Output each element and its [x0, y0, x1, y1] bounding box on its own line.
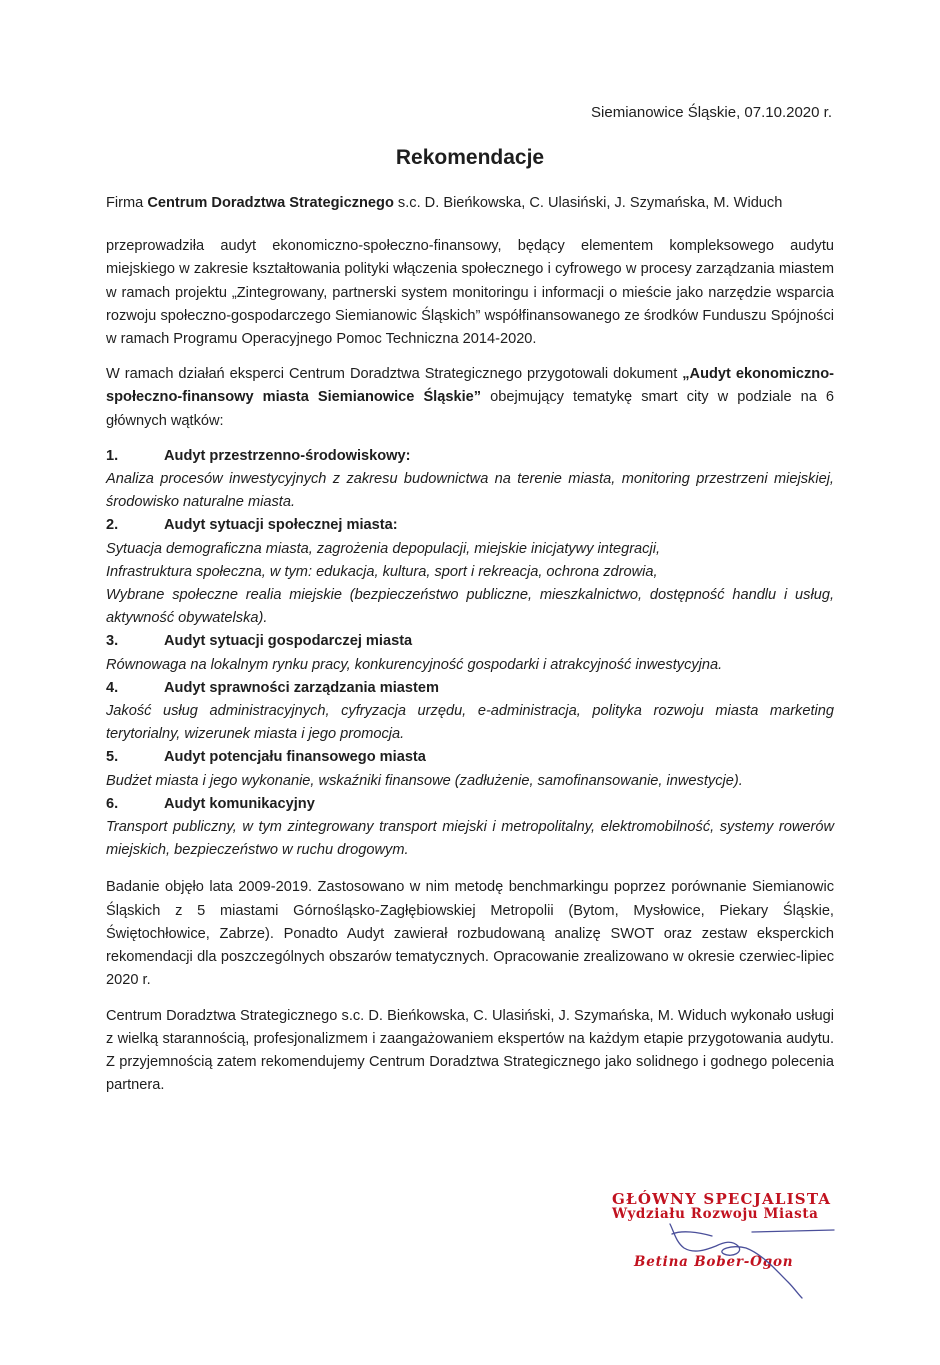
audit-item-heading [106, 445, 834, 468]
paragraph2-suffix: obejmujący tematykę smart city w podziale na 6 głównych wątków: [106, 389, 835, 429]
intro-company: Centrum Doradztwa Strategicznego [147, 195, 394, 211]
intro-prefix: Firma [106, 195, 148, 211]
audit-item-heading [106, 746, 834, 769]
audit-item-title: Audyt przestrzenno-środowiskowy: [164, 447, 411, 464]
audit-item-title: Audyt sytuacji gospodarczej miasta [164, 633, 413, 650]
paragraph-audit-document [106, 363, 834, 433]
paragraph2-prefix: W ramach działań eksperci Centrum Doradztwa Strategicznego przygotowali dokument [106, 366, 683, 383]
audit-item-description: Infrastruktura społeczna, w tym: edukacja, kultura, sport i rekreacja, ochrona zdrowia, [106, 563, 658, 580]
audit-item-heading [106, 630, 834, 653]
stamp-department: Wydziału Rozwoju Miasta [612, 1206, 819, 1222]
audit-item-title: Audyt sytuacji społecznej miasta: [164, 517, 398, 534]
audit-item-description: Jakość usług administracyjnych, cyfryzacja urzędu, e-administracja, polityka rozwoju miasta marketing terytorialny, wizerunek miasta i jego promocja. [106, 703, 834, 743]
audit-list [106, 445, 834, 863]
audit-item-number: 6. [106, 795, 119, 812]
audit-item-number: 2. [106, 517, 119, 534]
audit-item-number: 4. [106, 679, 119, 696]
audit-item-number: 3. [106, 633, 119, 650]
stamp-position: GŁÓWNY SPECJALISTA [612, 1190, 832, 1208]
audit-item-number: 5. [106, 749, 119, 766]
audit-item-number: 1. [106, 447, 119, 464]
intro-line [106, 192, 834, 215]
paragraph-audit-scope: przeprowadziła audyt ekonomiczno-społeczno-finansowy, będący elementem kompleksowego audytu miejskiego w zakresie kształtowania polityki włączenia społecznego i cyfrowego w procesy zarządzania miastem w ramach projektu „Zintegrowany, partnerski system monitoringu i informacji o mieście jako narzędzie wsparcia rozwoju społeczno-gospodarczego Siemianowic Śląskich” współfinansowanego ze środków Funduszu Spójności w ramach Programu Operacyjnego Pomoc Techniczna 2014-2020. [106, 238, 834, 348]
document-body [106, 192, 834, 1109]
audit-item-heading [106, 793, 834, 816]
paragraph-methodology: Badanie objęło lata 2009-2019. Zastosowano w nim metodę benchmarkingu poprzez porównanie Siemianowic Śląskich z 5 miastami Górnośląsko-Zagłębiowskiej Metropolii (Bytom, Mysłowice, Piekary Śląskie, Świętochłowice, Zabrze). Ponadto Audyt zawierał rozbudowaną analizę SWOT oraz zestaw eksperckich rekomendacji dla poszczególnych obszarów tematycznych. Opracowanie zrealizowano w okresie czerwiec-lipiec 2020 r. [106, 879, 834, 989]
audit-item-title: Audyt potencjału finansowego miasta [164, 749, 426, 766]
document-date: Siemianowice Śląskie, 07.10.2020 r. [591, 104, 832, 121]
audit-item-title: Audyt komunikacyjny [164, 795, 315, 812]
official-stamp-signature [612, 1190, 852, 1310]
audit-item-description: Analiza procesów inwestycyjnych z zakresu budownictwa na terenie miasta, monitoring przestrzeni miejskiej, środowisko naturalne miasta. [106, 471, 834, 511]
paragraph2-document-title: „Audyt ekonomiczno-społeczno-finansowy miasta Siemianowice Śląskie” [106, 366, 834, 406]
paragraph-recommendation: Centrum Doradztwa Strategicznego s.c. D. Bieńkowska, C. Ulasiński, J. Szymańska, M. Widuch wykonało usługi z wielką starannością, profesjonalizmem i zaangażowaniem ekspertów na każdym etapie przygotowania audytu. Z przyjemnością zatem rekomendujemy Centrum Doradztwa Strategicznego jako solidnego i godnego polecenia partnera. [106, 1007, 834, 1094]
audit-item-title: Audyt sprawności zarządzania miastem [164, 679, 439, 696]
document-title: Rekomendacje [395, 146, 545, 169]
stamp-name: Betina Bober-Ogon [634, 1254, 794, 1270]
intro-suffix: s.c. D. Bieńkowska, C. Ulasiński, J. Szymańska, M. Widuch [393, 195, 783, 211]
audit-item-description: Transport publiczny, w tym zintegrowany transport miejski i metropolitalny, elektromobilność, systemy rowerów miejskich, bezpieczeństwo w ruchu drogowym. [106, 819, 834, 859]
audit-item-heading [106, 514, 834, 537]
audit-item-heading [106, 677, 834, 700]
audit-item-description: Równowaga na lokalnym rynku pracy, konkurencyjność gospodarki i atrakcyjność inwestycyjna. [106, 656, 723, 673]
handwritten-signature [612, 1190, 852, 1310]
audit-item-description: Wybrane społeczne realia miejskie (bezpieczeństwo publiczne, mieszkalnictwo, dostępność handlu i usług, aktywność obywatelska). [106, 587, 834, 627]
audit-item-description: Budżet miasta i jego wykonanie, wskaźniki finansowe (zadłużenie, samofinansowanie, inwestycje). [106, 772, 743, 789]
audit-item-description: Sytuacja demograficzna miasta, zagrożenia depopulacji, miejskie inicjatywy integracji, [106, 540, 661, 557]
